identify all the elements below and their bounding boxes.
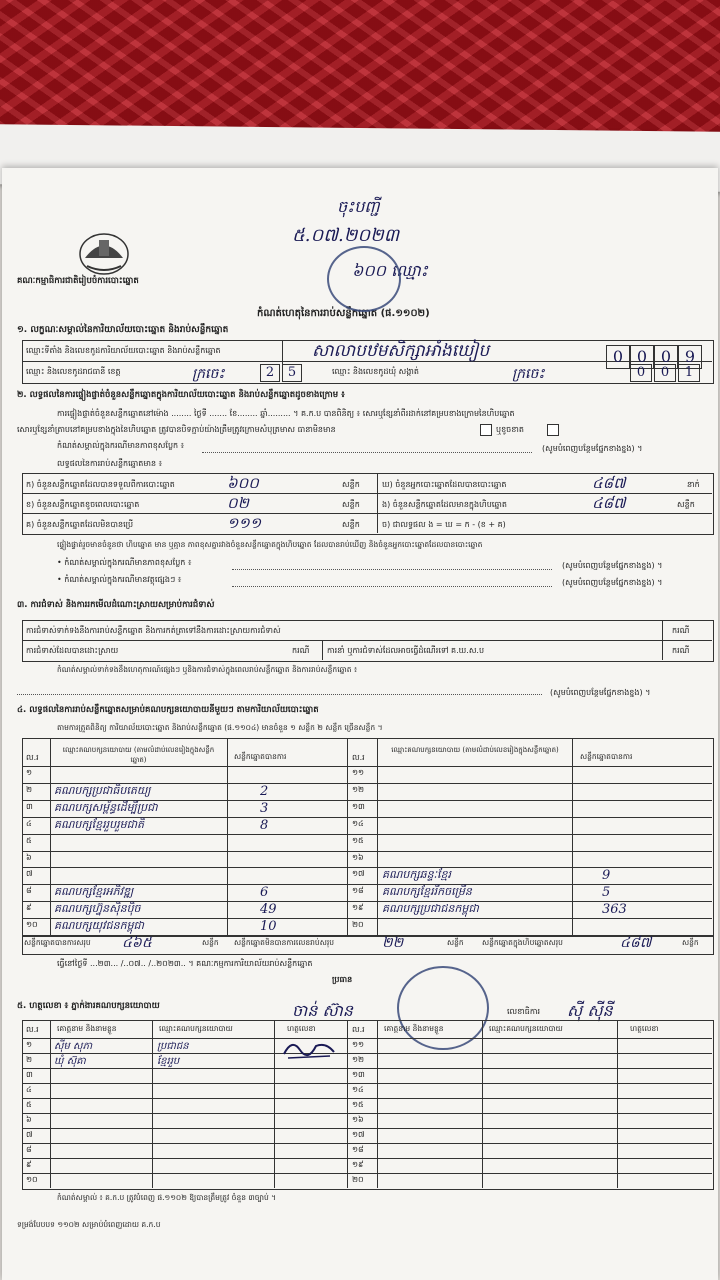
section1-heading: ១. លក្ខណៈសម្គាល់នៃការិយាល័យបោះឆ្នោត និងរាប់សន្លឹកឆ្នោត [17,325,229,335]
result-party-left: គណបក្សខ្មែរអភិវឌ្ឍ [54,885,134,899]
result-no-left: ៨ [26,886,32,896]
agent-party: ខ្មែររួប [157,1056,180,1067]
result-no-right: ២០ [352,920,364,930]
result-no-left: ៥ [26,835,32,845]
damage-label: ឬខូចខាត [496,425,524,434]
hw-registration: ចុះបញ្ជី [337,197,380,216]
result-votes-right: 363 [602,902,627,918]
result-no-right: ១១ [352,768,365,777]
agent-no-right: ១២ [352,1055,365,1064]
result-no-left: ៣ [26,801,33,811]
agents-col-no-right: ល.រ [352,1025,365,1034]
result-no-right: ១៣ [352,801,365,811]
result-intro: លទ្ធផលនៃការរាប់សន្លឹកឆ្នោតមាន ៖ [57,459,163,468]
count-unit-b: សន្លឹក [342,500,360,509]
agent-signature-mark [282,1036,337,1066]
commune-code-digit: 0 [654,364,676,382]
result-votes-left: 10 [260,919,277,935]
province-code-digit: 5 [282,364,302,382]
result-votes-right: 9 [602,868,611,884]
location-label: ឈ្មោះទីតាំង និងលេខកូដការិយាល័យបោះឆ្នោត និងរាប់សន្លឹកឆ្នោត [26,346,221,355]
objection-row2: ការជំទាស់ដែលបានដោះស្រាយ [26,646,119,655]
commune-value: ក្រចេះ [512,366,545,382]
count-value-a: ៦០០ [227,474,259,492]
province-label: ឈ្មោះ និងលេខកូដរាជធានី ខេត្ត [26,367,121,376]
section2-note-tail: (សូមបំពេញបន្ថែមផ្នែកខាងខ្នង) ។ [542,444,643,453]
total-box-unit: សន្លឹក [682,938,699,947]
province-value: ក្រចេះ [192,366,225,382]
office-code-digit: 9 [678,345,702,369]
total-invalid-unit: សន្លឹក [447,938,464,947]
col-party-right: ឈ្មោះគណបក្សនយោបាយ (តាមលំដាប់លេខរៀងក្នុងសន្លឹកឆ្នោត) [391,746,559,754]
date-line: ធ្វើនៅថ្ងៃទី ...២៣... /..០៧.. /..២០២៣.. ។ គណៈកម្មការការិយាល័យរាប់សន្លឹកឆ្នោត [57,959,313,968]
form-footer: ទម្រង់បែបបទ ១១០២ សម្រាប់បំពេញដោយ គ.ក.ប [17,1220,161,1229]
bullet-1-tail: (សូមបំពេញបន្ថែមផ្នែកខាងខ្នង) ។ [562,561,663,570]
agent-no-left: ៤ [26,1085,32,1094]
count-value-d: ៤៨៧ [592,474,626,492]
agent-no-right: ១៧ [352,1130,365,1139]
result-votes-left: 49 [260,902,277,918]
result-no-right: ១៥ [352,835,364,845]
count-label-d: ឃ) ចំនួនអ្នកបោះឆ្នោតដែលបានបោះឆ្នោត [382,480,507,489]
location-value: សាលាបឋមសិក្សាអាំងឃៀប [312,341,490,361]
count-label-c: គ) ចំនួនសន្លឹកឆ្នោតដែលមិនបានប្រើ [26,520,134,529]
result-votes-left: 6 [260,885,269,901]
nec-emblem [77,228,132,276]
agent-party: ប្រជាជន [157,1041,189,1052]
chair-signature: ចាន់ ស៊ាន [292,1001,353,1020]
count-label-b: ខ) ចំនួនសន្លឹកឆ្នោតខូចពេលបោះឆ្នោត [26,500,140,509]
result-no-right: ១៨ [352,886,364,896]
total-invalid-value: ២២ [382,935,404,951]
agent-no-left: ៥ [26,1100,32,1109]
result-party-left: គណបក្សខ្មែររួបរួមជាតិ [54,817,145,831]
result-no-right: ១៦ [352,852,364,862]
agent-no-right: ១៥ [352,1100,364,1109]
bullet-2-tail: (សូមបំពេញបន្ថែមផ្នែកខាងខ្នង) ។ [562,578,663,587]
total-valid-unit: សន្លឹក [202,938,219,947]
commune-code-digit: 1 [678,364,700,382]
objection-row2-b-unit: ករណី [672,646,690,655]
section5-heading: ៥. ហត្ថលេខា ៖ ភ្នាក់ងារគណបក្សនយោបាយ [17,1001,160,1011]
agents-col-no: ល.រ [26,1025,39,1034]
section2-heading: ២. លទ្ធផលនៃការផ្ទៀងផ្ទាត់ចំនួនសន្លឹកឆ្នោតក្នុងការិយាល័យបោះឆ្នោត និងរាប់សន្លឹកឆ្នោតដូចខាងក្រោម ៖ [17,390,345,400]
check-line: ផ្ទៀងផ្ទាត់រួចមានចំនួនថា ហិបឆ្នោត មាន ឬគ្មាន ភាពខុសគ្នារវាងចំនួនសន្លឹកឆ្នោតក្នុងហិបឆ្នោត ដែលបានរាប់ឃើញ និងចំនួនអ្នកបោះឆ្នោតដែលបានបោះឆ្នោត [57,540,483,549]
org-title: គណៈកម្មាធិការជាតិរៀបចំការបោះឆ្នោត [17,276,139,286]
agent-no-left: ១០ [26,1175,38,1184]
agents-col-party: ឈ្មោះគណបក្សនយោបាយ [159,1024,233,1033]
result-no-right: ១៧ [352,869,365,879]
agent-no-left: ១ [26,1040,33,1049]
agent-no-right: ១៣ [352,1070,365,1079]
agent-no-left: ៨ [26,1145,32,1154]
no-damage-checkbox[interactable] [480,424,492,436]
objection-row2-unit: ករណី [292,646,310,655]
objection-row1-unit: ករណី [672,626,690,635]
col-no-left: ល.រ [26,753,39,762]
col-votes-right: សន្លឹកឆ្នោតបានការ [580,752,633,761]
agent-no-left: ៧ [26,1130,33,1139]
agent-no-left: ៣ [26,1070,33,1079]
agents-col-name: គោត្តនាម និងនាមខ្លួន [57,1024,117,1033]
result-no-left: ៤ [26,818,32,828]
result-no-left: ៦ [26,852,32,862]
agent-name: ស៊ីម សុភា [54,1041,93,1052]
agents-col-sig-right: ហត្ថលេខា [630,1024,659,1033]
agents-table [22,1020,714,1190]
agents-col-party-right: ឈ្មោះគណបក្សនយោបាយ [489,1024,563,1033]
result-party-right: គណបក្សឆន្ទៈខ្មែរ [382,868,451,882]
bullet-2: • កំណត់សម្គាល់ក្នុងករណីមានវត្ថុផ្សេងៗ ៖ [57,575,182,584]
agent-no-right: ២០ [352,1175,364,1184]
total-valid-label: សន្លឹកឆ្នោតបានការសរុប [24,938,91,947]
agents-col-name-right: គោត្តនាម និងនាមខ្លួន [384,1024,444,1033]
agent-no-left: ៦ [26,1115,32,1124]
result-party-right: គណបក្សប្រជាជនកម្ពុជា [382,902,479,916]
agents-col-sig: ហត្ថលេខា [287,1024,316,1033]
agent-no-right: ១៦ [352,1115,364,1124]
result-votes-left: 2 [260,783,269,799]
agent-no-left: ៩ [26,1160,32,1169]
result-votes-left: 8 [260,817,269,833]
col-no-right: ល.រ [352,753,365,762]
form-title: កំណត់ហេតុនៃការរាប់សន្លឹកឆ្នោត (ផ.១១០២) [257,308,430,319]
hw-count: ៦០០ ឈ្មោះ [352,261,428,280]
total-box-value: ៤៨៧ [620,935,652,951]
damage-checkbox[interactable] [547,424,559,436]
count-unit-d: នាក់ [687,480,700,489]
form-sheet [2,168,718,1280]
office-code-digit: 0 [630,345,654,369]
section2-intro: ការផ្ទៀងផ្ទាត់ចំនួនសន្លឹកឆ្នោតនៅម៉ោង ........ ថ្ងៃទី ....... ខែ........ ឆ្នាំ......... ។ គ.ក.ប បានពិនិត្យ ៖ សោរឬខ្សែនាំពីរដាក់នៅគម្របខាងក្រោមនៃហិបឆ្នោត [57,409,515,418]
result-no-left: ៧ [26,869,33,879]
agent-no-right: ១៤ [352,1085,364,1094]
agent-name: ឃុំ ស៊ុគា [54,1056,86,1067]
result-votes-right: 5 [602,885,611,901]
commune-label: ឈ្មោះ និងលេខកូដឃុំ សង្កាត់ [332,367,419,376]
result-no-left: ១០ [26,920,38,930]
office-code-digit: 0 [606,345,630,369]
count-unit-e: សន្លឹក [677,500,695,509]
result-no-right: ១២ [352,784,365,794]
result-no-right: ១៩ [352,903,364,913]
secretary-label: លេខាធិការ [507,1007,541,1016]
result-party-left: គណបក្សប្រជាធិបតេយ្យ [54,783,151,797]
section4-heading: ៤. លទ្ធផលនៃការរាប់សន្លឹកឆ្នោតសម្រាប់គណបក្សនយោបាយនីមួយៗ តាមការិយាល័យបោះឆ្នោត [17,705,319,715]
result-no-right: ១៤ [352,818,364,828]
count-unit-a: សន្លឹក [342,480,360,489]
count-label-e: ង) ចំនួនសន្លឹកឆ្នោតដែលមានក្នុងហិបឆ្នោត [382,500,507,509]
result-party-right: គណបក្សខ្មែររីកចម្រើន [382,885,472,899]
hw-date: ៥.០៧.២០២៣ [292,225,400,246]
section3-note: កំណត់សម្គាល់ទាក់ទងនឹងហេតុការណ៍ផ្សេងៗ ឬនិងការជំទាស់ក្នុងពេលរាប់សន្លឹកឆ្នោត និងការរាប់សន្លឹកឆ្នោត ៖ [57,665,358,674]
col-votes-left: សន្លឹកឆ្នោតបានការ [234,752,287,761]
result-no-left: ៩ [26,903,32,913]
secretary-signature: ស៊ី ស៊ីនី [567,1001,613,1020]
bullet-1: • កំណត់សម្គាល់ក្នុងករណីមានភាពខុសប្លែក ៖ [57,558,192,567]
section5-footnote: កំណត់សម្គាល់ ៖ គ.ក.ប ត្រូវបំពេញ ផ.១១០២ ឱ្យបានត្រឹមត្រូវ ចំនួន ៣ច្បាប់ ។ [57,1193,277,1202]
office-code-digit: 0 [654,345,678,369]
objection-row1: ការជំទាស់ទាក់ទងនឹងការរាប់សន្លឹកឆ្នោត និងការកត់ត្រាទៅនឹងការដោះស្រាយការជំទាស់ [26,626,281,635]
count-value-b: ០២ [227,494,249,512]
agent-no-right: ១៨ [352,1145,364,1154]
section3-heading: ៣. ការជំទាស់ និងការរកមើលដំណោះស្រាយសម្រាប់ការជំទាស់ [17,600,215,610]
count-unit-c: សន្លឹក [342,520,360,529]
section2-intro2: សោរឬខ្សែនាំត្រាបនៅគម្របខាងក្នុងនៃហិបឆ្នោត ត្រូវបានបិទភ្ជាប់យ៉ាងត្រឹមត្រូវក្រោមសំបុត្រមាស ធានាមិនមាន [17,425,336,434]
agent-no-left: ២ [26,1055,33,1064]
result-party-left: គណបក្សយុវជនកម្ពុជា [54,919,145,933]
total-box-label: សន្លឹកឆ្នោតក្នុងហិបឆ្នោតសរុប [482,938,563,947]
total-invalid-label: សន្លឹកឆ្នោតមិនបានការលេខរាប់សរុប [234,938,334,947]
total-valid-value: ៤៦៥ [122,935,152,951]
col-party-left: ឈ្មោះគណបក្សនយោបាយ (តាមលំដាប់លេខរៀងក្នុងសន្លឹកឆ្នោត) [62,746,215,764]
count-value-e: ៤៨៧ [592,494,626,512]
result-party-left: គណបក្សហ្វ៊ុនស៊ិនប៉ិច [54,902,141,916]
section4-intro: តាមការត្រួតពិនិត្យ ការិយាល័យបោះឆ្នោត និងរាប់សន្លឹកឆ្នោត (ផ.១១០៤) មានចំនួន ១ សន្លឹក ២ សន្លឹក ច្រើនសន្លឹក ។ [57,723,383,732]
count-label-a: ក) ចំនួនសន្លឹកឆ្នោតដែលបានទទួលពីការបោះឆ្នោត [26,480,175,489]
agent-no-right: ១១ [352,1040,365,1049]
official-seal-top [327,246,401,312]
chair-label: ប្រធាន [332,975,353,984]
agent-no-right: ១៩ [352,1160,364,1169]
result-votes-left: 3 [260,800,269,816]
province-code-digit: 2 [260,364,280,382]
section2-note-label: កំណត់សម្គាល់ក្នុងករណីមានភាពខុសប្លែក ៖ [57,441,185,450]
result-no-left: ១ [26,768,33,777]
objection-row2-b: ការនាំ ឬការជំទាស់ដែលអាចធ្វើដំណើរទៅ គ.ឃ.ស.ប [327,646,485,655]
section3-note-tail: (សូមបំពេញបន្ថែមផ្នែកខាងខ្នង) ។ [550,688,651,697]
count-formula: ច) ជាលទ្ធផល ង = ឃ = ក - (ខ + គ) [382,520,506,529]
count-value-c: ១១១ [227,514,262,532]
result-party-left: គណបក្សសម្ព័ន្ធដើម្បីប្រជា [54,800,158,814]
commune-code-digit: 0 [630,364,652,382]
result-no-left: ២ [26,784,33,794]
